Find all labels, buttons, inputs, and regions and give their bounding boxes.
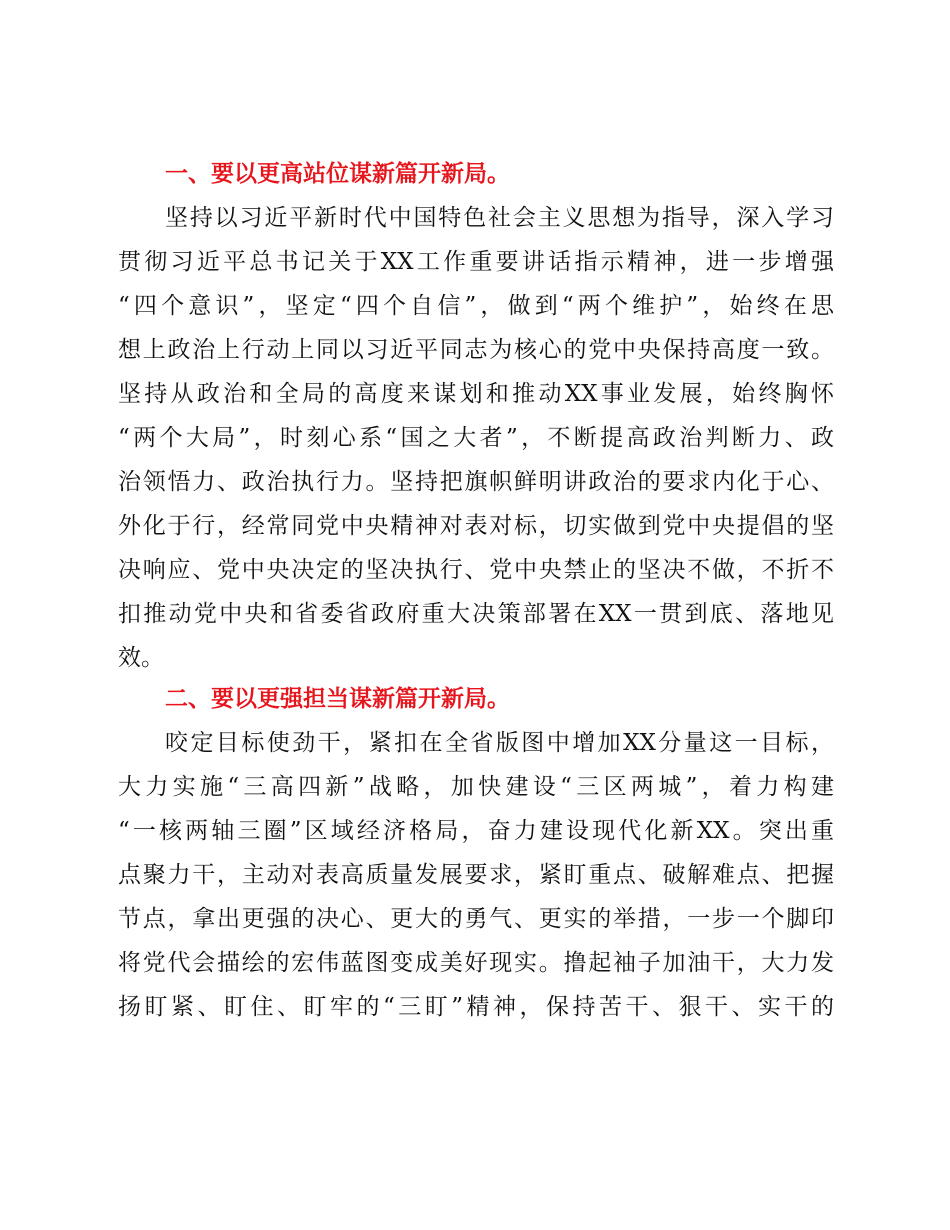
paragraph-line: 贯彻习近平总书记关于XX工作重要讲话指示精神，进一步增强 (118, 249, 834, 275)
section-heading: 一、要以更高站位谋新篇开新局。 (165, 161, 510, 187)
section-1 (118, 152, 834, 680)
paragraph-line: 坚持以习近平新时代中国特色社会主义思想为指导，深入学习 (165, 205, 834, 231)
paragraph-line: 想上政治上行动上同以习近平同志为核心的党中央保持高度一致。 (118, 337, 834, 363)
paragraph-line: 节点，拿出更强的决心、更大的勇气、更实的举措，一步一个脚印 (118, 906, 834, 932)
paragraph-line: 咬定目标使劲干，紧扣在全省版图中增加XX分量这一目标， (165, 730, 834, 756)
paragraph-line: 大力实施“三高四新”战略，加快建设“三区两城”，着力构建 (118, 774, 834, 800)
paragraph-line: “两个大局”，时刻心系“国之大者”，不断提高政治判断力、政 (118, 425, 834, 451)
paragraph-line: 扬盯紧、盯住、盯牢的“三盯”精神，保持苦干、狠干、实干的 (118, 994, 834, 1020)
section-heading: 二、要以更强担当谋新篇开新局。 (165, 686, 510, 712)
section-2 (118, 677, 834, 1029)
paragraph-line: 效。 (118, 645, 164, 671)
paragraph-line: 决响应、党中央决定的坚决执行、党中央禁止的坚决不做，不折不 (118, 557, 834, 583)
paragraph-line: “四个意识”，坚定“四个自信”，做到“两个维护”，始终在思 (118, 293, 834, 319)
paragraph-line: “一核两轴三圈”区域经济格局，奋力建设现代化新XX。突出重 (118, 818, 834, 844)
paragraph-line: 将党代会描绘的宏伟蓝图变成美好现实。撸起袖子加油干，大力发 (118, 950, 834, 976)
paragraph-line: 扣推动党中央和省委省政府重大决策部署在XX一贯到底、落地见 (118, 601, 834, 627)
paragraph-line: 外化于行，经常同党中央精神对表对标，切实做到党中央提倡的坚 (118, 513, 834, 539)
paragraph-line: 点聚力干，主动对表高质量发展要求，紧盯重点、破解难点、把握 (118, 862, 834, 888)
paragraph-line: 坚持从政治和全局的高度来谋划和推动XX事业发展，始终胸怀 (118, 381, 834, 407)
paragraph-line: 治领悟力、政治执行力。坚持把旗帜鲜明讲政治的要求内化于心、 (118, 469, 834, 495)
